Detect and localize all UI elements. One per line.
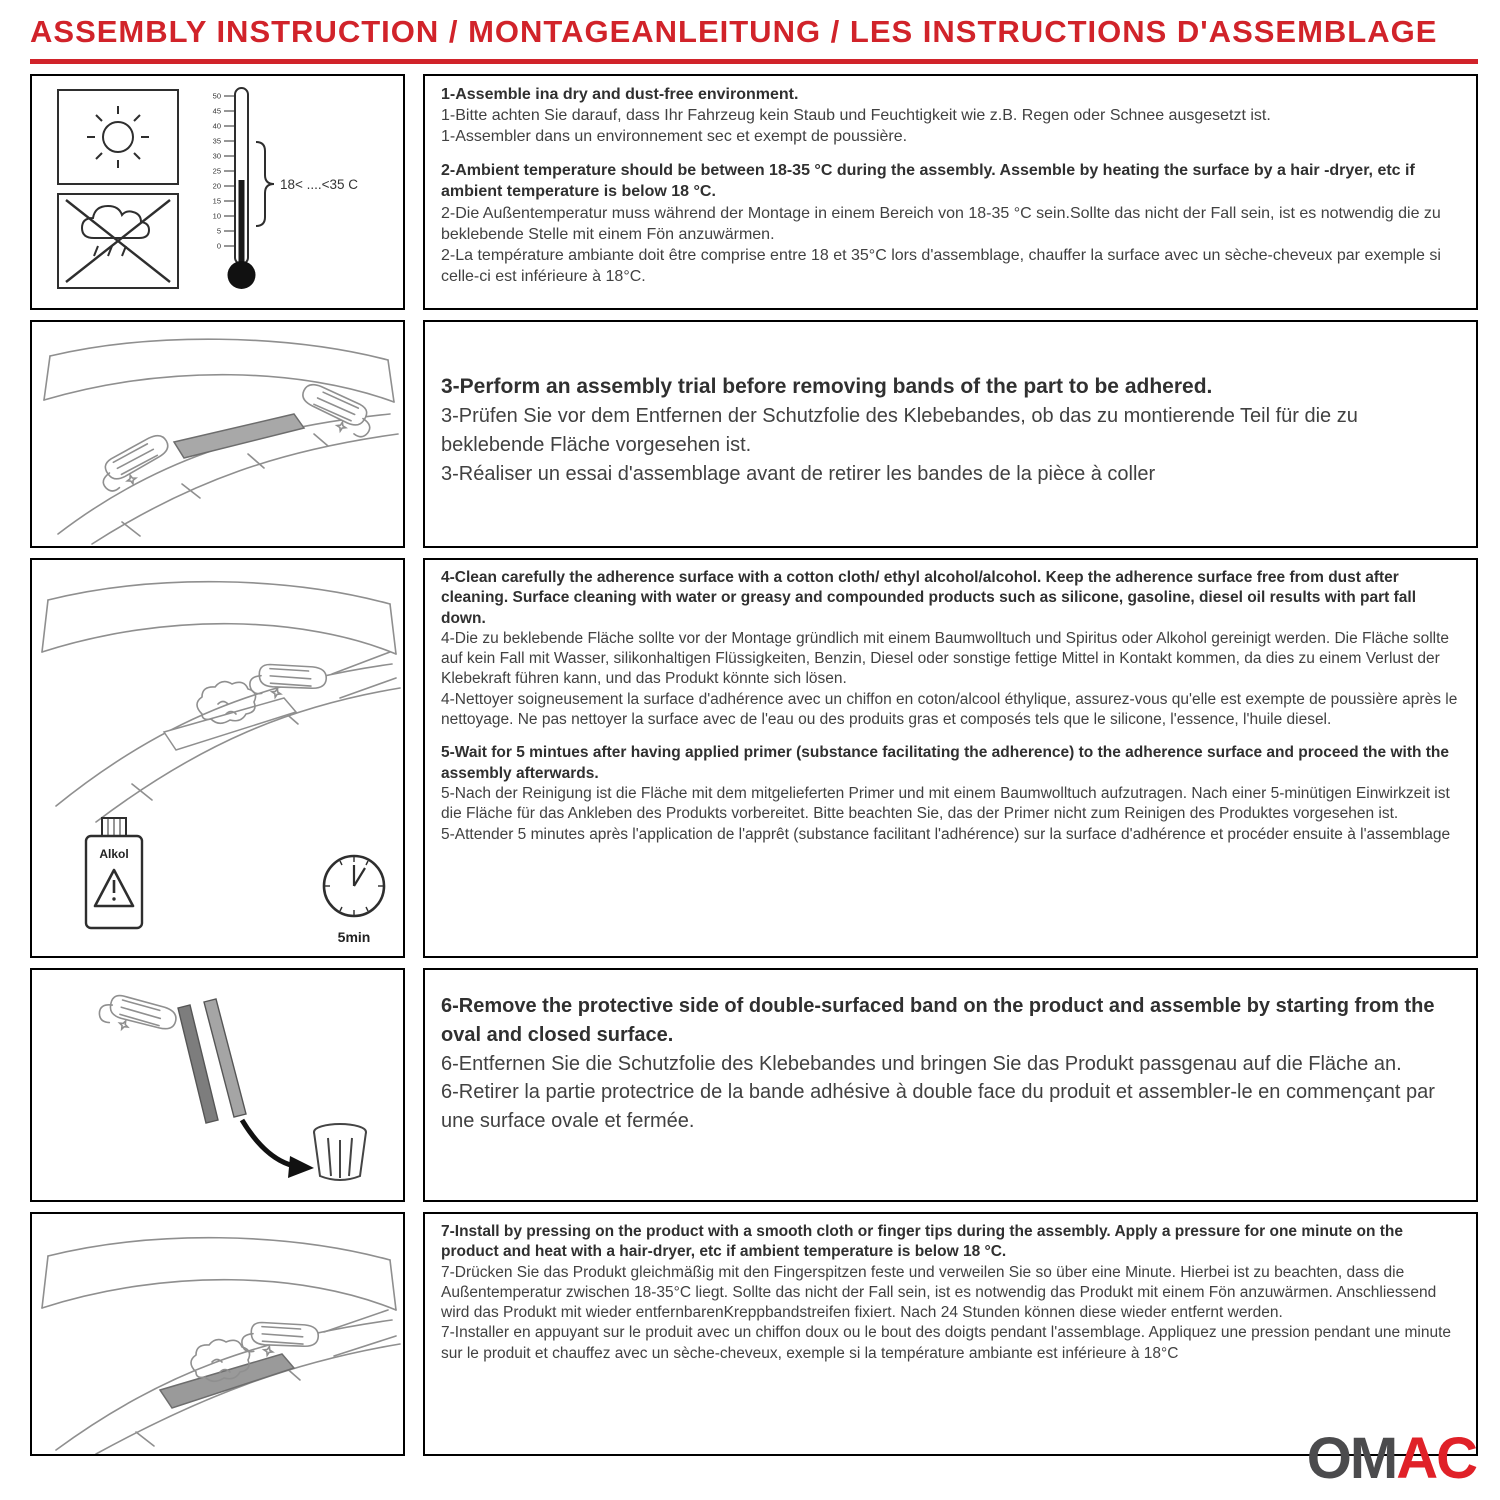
step-5-de: 5-Nach der Reinigung ist die Fläche mit dem mitgelieferten Primer und mit einem Baumwolltuch aufzutragen. Nach einer 5-minütigen Einwirkzeit ist die Fläche für das Ankleben des Produkts vorbereitet. Bitte beachten Sie, das der Primer nicht zum Reinigen des Produktes vorgesehen ist. xyxy=(441,784,1450,823)
arm-lines xyxy=(324,1310,396,1356)
step-6-en: 6-Remove the protective side of double-surfaced band on the product and assemble by starting from the oval and closed surface. xyxy=(441,995,1435,1046)
thermometer-scale xyxy=(213,92,221,251)
step-1-en: 1-Assemble ina dry and dust-free environment. xyxy=(441,86,799,103)
svg-text:15: 15 xyxy=(212,196,221,206)
omac-logo-red-part: AC xyxy=(1396,1426,1476,1491)
temperature-range-label: 18< ....<35 C xyxy=(280,177,359,192)
clock-duration-label: 5min xyxy=(337,929,371,945)
svg-text:50: 50 xyxy=(212,91,221,101)
svg-text:30: 30 xyxy=(212,151,221,161)
svg-text:0: 0 xyxy=(216,241,221,251)
step-2-en: 2-Ambient temperature should be between 18-35 °C during the assembly. Assemble by heating the surface by a hair -dryer, etc if ambient temperature is below 18 °C. xyxy=(441,162,1415,201)
alcohol-bottle-icon xyxy=(86,818,142,928)
svg-text:10: 10 xyxy=(212,211,221,221)
assembly-trial-graphic xyxy=(32,322,403,546)
bottle-label: Alkol xyxy=(99,847,129,861)
svg-text:35: 35 xyxy=(212,136,221,146)
step-6-fr: 6-Retirer la partie protectrice de la bande adhésive à double face du produit et assembler-le en commençant par une surface ovale et fermée. xyxy=(441,1081,1435,1133)
sun-icon xyxy=(87,106,149,168)
step-2-de: 2-Die Außentemperatur muss während der Montage in einem Bereich von 18-35 °C sein.Sollte das nicht der Fall sein, ist es notwendig die zu beklebende Stelle mit einem Fön anzuwärmen. xyxy=(441,204,1441,243)
step-1-fr: 1-Assembler dans un environnement sec et exempt de poussière. xyxy=(441,128,908,146)
illustration-press-install xyxy=(30,1212,405,1456)
cleaning-primer-graphic xyxy=(32,560,403,956)
instructions-steps-4-5 xyxy=(423,558,1478,958)
section-row-2 xyxy=(30,320,1478,548)
svg-text:20: 20 xyxy=(212,181,221,191)
step-3-en: 3-Perform an assembly trial before removing bands of the part to be adhered. xyxy=(441,375,1213,398)
step-7-en: 7-Install by pressing on the product with a smooth cloth or finger tips during the assembly. Apply a pressure for one minute on the product and heat with a hair-dryer, etc if ambient temperature is below 18 °C. xyxy=(441,1223,1403,1261)
thermometer-icon xyxy=(213,88,256,289)
step-4-fr: 4-Nettoyer soigneusement la surface d'adhérence avec un chiffon en coton/alcool éthylique, assurez-vous qu'elle est exempte de poussière après le nettoyage. Ne pas nettoyer la surface avec de l'eau ou des produits gras et composés tels que le silicone, l'essence, l'huile diesel. xyxy=(441,690,1458,729)
remove-band-graphic xyxy=(32,970,403,1200)
svg-text:25: 25 xyxy=(212,166,221,176)
no-rain-icon xyxy=(66,200,170,282)
step-5-en: 5-Wait for 5 mintues after having applied primer (substance facilitating the adherence) to the adherence surface and proceed the with the assembly afterwards. xyxy=(441,744,1449,782)
section-row-4 xyxy=(30,968,1478,1202)
instructions-step-7 xyxy=(423,1212,1478,1456)
installed-trim-part xyxy=(160,1354,294,1408)
svg-text:45: 45 xyxy=(212,106,221,116)
step-3-de: 3-Prüfen Sie vor dem Entfernen der Schutzfolie des Klebebandes, ob das zu montierende Teil für die zu beklebende Fläche vorgesehen ist. xyxy=(441,405,1358,457)
illustration-remove-band xyxy=(30,968,405,1202)
discard-arrow-head xyxy=(288,1156,314,1178)
section-row-3 xyxy=(30,558,1478,958)
door-sill-sketch xyxy=(42,1238,400,1454)
step-6-de: 6-Entfernen Sie die Schutzfolie des Klebebandes und bringen Sie das Produkt passgenau auf die Fläche an. xyxy=(441,1052,1402,1075)
svg-text:5: 5 xyxy=(216,226,221,236)
environment-temperature-graphic xyxy=(32,76,403,308)
step-7-de: 7-Drücken Sie das Produkt gleichmäßig mit den Fingerspitzen feste und verweilen Sie so über eine Minute. Hierbei ist zu beachten, dass die Außentemperatur zwischen 18-35°C liegt. Sollte das nicht der Fall sein, ist es notwendig das Produkt mit einem Fön anzuwärmen. Anschliessend wird das Produkt mit wieder entfernbarenKreppbandstreifen fixiert. Nach 24 Stunden können diese wieder entfernt werden. xyxy=(441,1263,1437,1322)
step-1-de: 1-Bitte achten Sie darauf, dass Ihr Fahrzeug kein Staub und Feuchtigkeit wie z.B. Regen oder Schnee ausgesetzt ist. xyxy=(441,107,1271,125)
omac-logo-gray-part: OM xyxy=(1306,1426,1397,1491)
right-hand-icon xyxy=(296,382,377,438)
step-4-en: 4-Clean carefully the adherence surface with a cotton cloth/ ethyl alcohol/alcohol. Keep the adherence surface free from dust after cleaning. Surface cleaning with water or greasy and compounded products such as silicone, gasoline, diesel oil results with part fall down. xyxy=(441,569,1417,627)
press-install-graphic xyxy=(32,1214,403,1454)
title-underline xyxy=(30,59,1478,64)
instructions-steps-1-2 xyxy=(423,74,1478,310)
section-row-1 xyxy=(30,74,1478,310)
clock-icon xyxy=(324,856,384,916)
trash-bin-icon xyxy=(314,1124,366,1180)
step-7-fr: 7-Installer en appuyant sur le produit avec un chiffon doux ou le bout des doigts pendant l'assemblage. Appliquez une pression pendant une minute sur le produit et chauffez avec un sèche-cheveux, exemple si la température ambiante est inférieure à 18°C xyxy=(441,1324,1452,1362)
step-4-de: 4-Die zu beklebende Fläche sollte vor der Montage gründlich mit einem Baumwolltuch und Spiritus oder Alkohol gereinigt werden. Die Fläche sollte auf kein Fall mit Wasser, silikonhaltigen Flüssigkeiten, Benzin, Diesel oder sonstige fettige Mittel in Kontakt kommen, da dies zu einem Verlust der Klebekraft führen kann, und das Produkt könnte sich lösen. xyxy=(441,629,1450,688)
step-3-fr: 3-Réaliser un essai d'assemblage avant de retirer les bandes de la pièce à coller xyxy=(441,462,1156,485)
peeling-hand-icon xyxy=(96,982,179,1050)
page-title: ASSEMBLY INSTRUCTION / MONTAGEANLEITUNG / LES INSTRUCTIONS D'ASSEMBLAGE xyxy=(30,14,1438,49)
instructions-step-3 xyxy=(423,320,1478,548)
sill-trim-part xyxy=(174,414,304,458)
omac-logo xyxy=(1306,1426,1476,1491)
illustration-cleaning-primer xyxy=(30,558,405,958)
discard-arrow-icon xyxy=(242,1120,294,1166)
instructions-step-6 xyxy=(423,968,1478,1202)
section-row-5 xyxy=(30,1212,1478,1456)
range-brace xyxy=(256,142,274,226)
wiping-hand-icon xyxy=(248,653,329,709)
sun-box xyxy=(58,90,178,184)
step-5-fr: 5-Attender 5 minutes après l'application de l'apprêt (substance facilitant l'adhérence) sur la surface d'adhérence et procéder ensuite à l'assemblage xyxy=(441,825,1451,843)
step-2-fr: 2-La température ambiante doit être comprise entre 18 et 35°C lors d'assemblage, chauffer la surface avec un sèche-cheveux par exemple si celle-ci est inférieure à 18°C. xyxy=(441,246,1441,285)
illustration-environment-temperature xyxy=(30,74,405,310)
svg-text:40: 40 xyxy=(212,121,221,131)
illustration-assembly-trial xyxy=(30,320,405,548)
